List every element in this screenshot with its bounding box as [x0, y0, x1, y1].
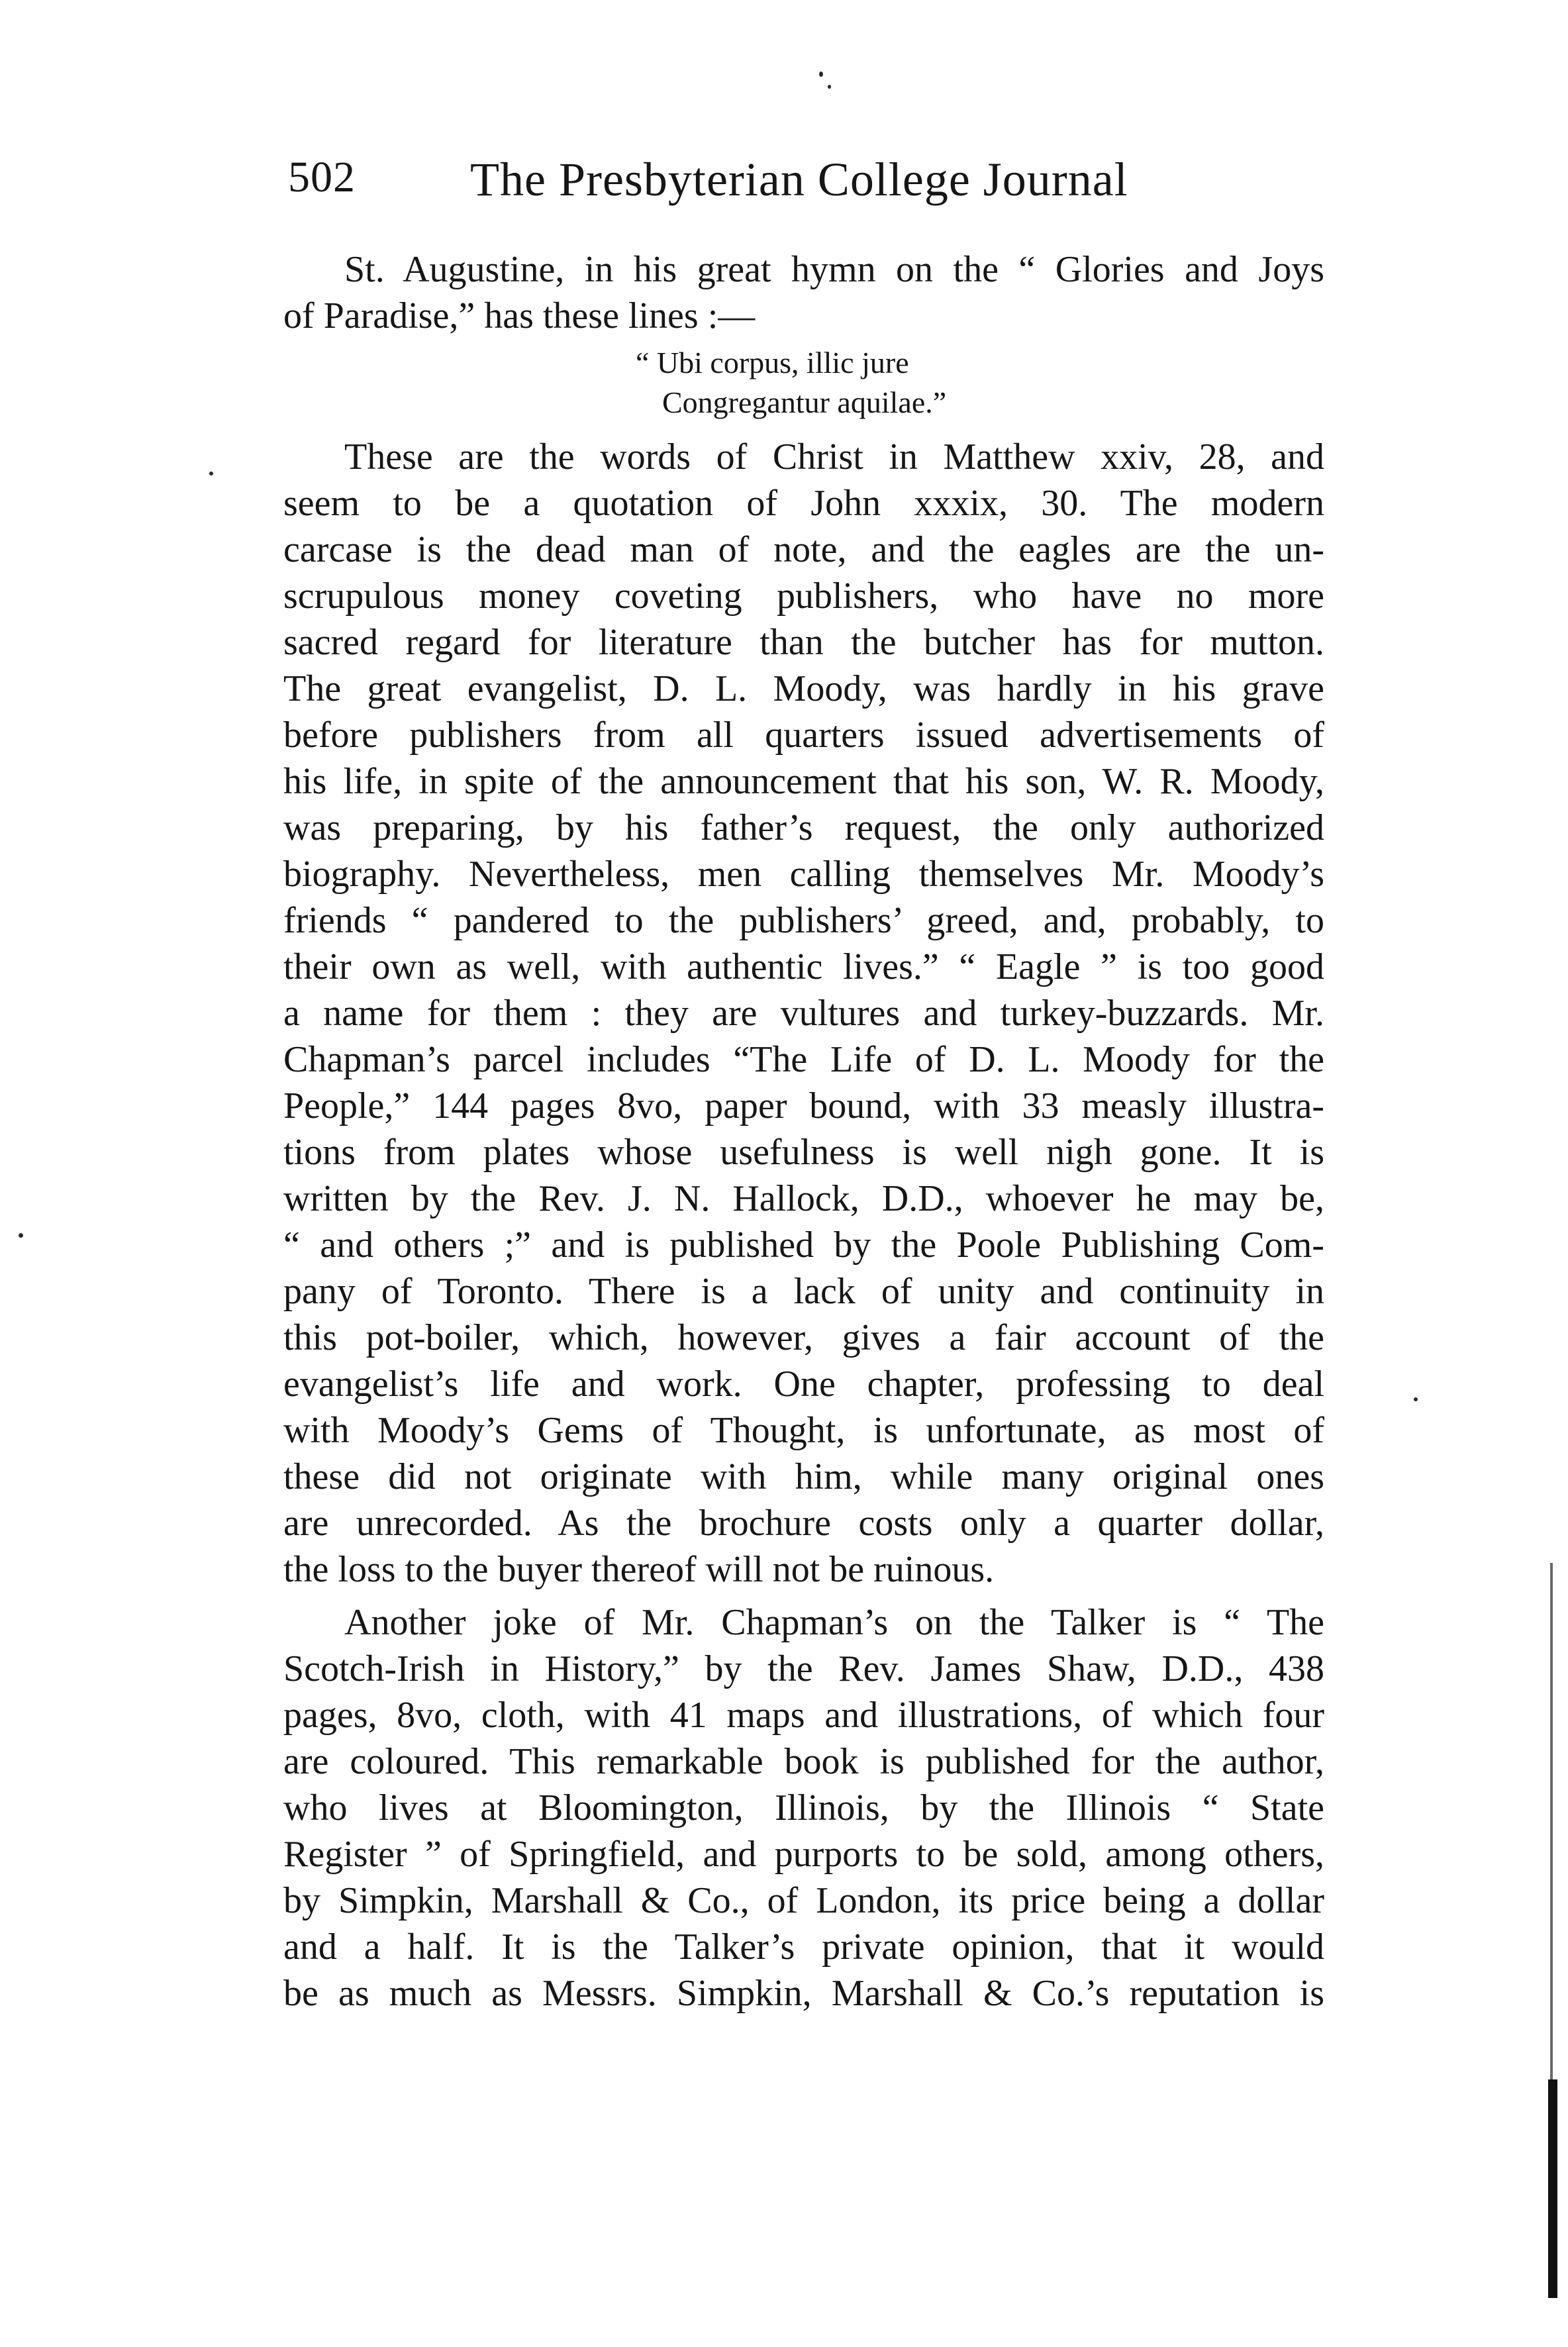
text-line: evangelist’s life and work. One chapter, professing to deal	[283, 1364, 1324, 1405]
scan-speck	[819, 72, 823, 77]
scan-speck	[1414, 1397, 1418, 1401]
running-header	[288, 152, 1321, 225]
text-line: these did not originate with him, while many original ones	[283, 1456, 1324, 1497]
text-line: the loss to the buyer thereof will not be ruinous.	[283, 1549, 995, 1590]
text-line: and a half. It is the Talker’s private opinion, that it would	[283, 1926, 1324, 1968]
text-line: tions from plates whose usefulness is well nigh gone. It is	[283, 1132, 1324, 1173]
text-line: written by the Rev. J. N. Hallock, D.D., whoever he may be,	[283, 1178, 1324, 1219]
page-edge-bar	[1548, 2079, 1557, 2298]
text-line: before publishers from all quarters issued advertisements of	[283, 715, 1324, 756]
page-number: 502	[288, 153, 356, 201]
text-line: who lives at Bloomington, Illinois, by the Illinois “ State	[283, 1787, 1324, 1828]
text-line: of Paradise,” has these lines :—	[283, 295, 756, 336]
text-line: St. Augustine, in his great hymn on the “ Glories and Joys	[344, 249, 1324, 290]
text-line: friends “ pandered to the publishers’ greed, and, probably, to	[283, 900, 1324, 941]
scan-speck	[828, 85, 831, 89]
quote-line: Congregantur aquilae.”	[662, 385, 947, 419]
text-line: sacred regard for literature than the butcher has for mutton.	[283, 622, 1324, 663]
text-line: Chapman’s parcel includes “The Life of D. L. Moody for the	[283, 1039, 1324, 1080]
text-line: seem to be a quotation of John xxxix, 30. The modern	[283, 483, 1324, 524]
text-line: carcase is the dead man of note, and the eagles are the un-	[283, 529, 1324, 570]
scan-speck	[19, 1233, 23, 1238]
text-line: are coloured. This remarkable book is published for the author,	[283, 1741, 1324, 1782]
text-line: scrupulous money coveting publishers, who have no more	[283, 575, 1324, 617]
page-edge-shadow	[1550, 1563, 1553, 2079]
text-line: Another joke of Mr. Chapman’s on the Talker is “ The	[344, 1602, 1324, 1643]
text-line: by Simpkin, Marshall & Co., of London, its price being a dollar	[283, 1880, 1324, 1921]
text-line: Scotch-Irish in History,” by the Rev. James Shaw, D.D., 438	[283, 1648, 1324, 1689]
text-line: are unrecorded. As the brochure costs only a quarter dollar,	[283, 1503, 1324, 1544]
text-line: his life, in spite of the announcement that his son, W. R. Moody,	[283, 761, 1324, 802]
text-line: These are the words of Christ in Matthew xxiv, 28, and	[344, 436, 1324, 477]
scan-speck	[209, 472, 213, 475]
text-line: biography. Nevertheless, men calling themselves Mr. Moody’s	[283, 854, 1324, 895]
text-line: with Moody’s Gems of Thought, is unfortunate, as most of	[283, 1410, 1324, 1451]
text-line: pages, 8vo, cloth, with 41 maps and illustrations, of which four	[283, 1695, 1324, 1736]
text-line: be as much as Messrs. Simpkin, Marshall & Co.’s reputation is	[283, 1973, 1324, 2014]
journal-title: The Presbyterian College Journal	[470, 153, 1128, 206]
text-line: their own as well, with authentic lives.” “ Eagle ” is too good	[283, 946, 1324, 987]
text-line: was preparing, by his father’s request, the only authorized	[283, 807, 1324, 848]
text-line: pany of Toronto. There is a lack of unity and continuity in	[283, 1271, 1324, 1312]
text-line: People,” 144 pages 8vo, paper bound, with 33 measly illustra-	[283, 1085, 1324, 1126]
text-line: Register ” of Springfield, and purports to be sold, among others,	[283, 1834, 1324, 1875]
text-line: The great evangelist, D. L. Moody, was hardly in his grave	[283, 668, 1324, 709]
text-line: this pot-boiler, which, however, gives a fair account of the	[283, 1317, 1324, 1358]
text-line: a name for them : they are vultures and turkey-buzzards. Mr.	[283, 993, 1324, 1034]
text-line: “ and others ;” and is published by the Poole Publishing Com-	[283, 1224, 1324, 1266]
quote-line: “ Ubi corpus, illic jure	[636, 346, 909, 379]
